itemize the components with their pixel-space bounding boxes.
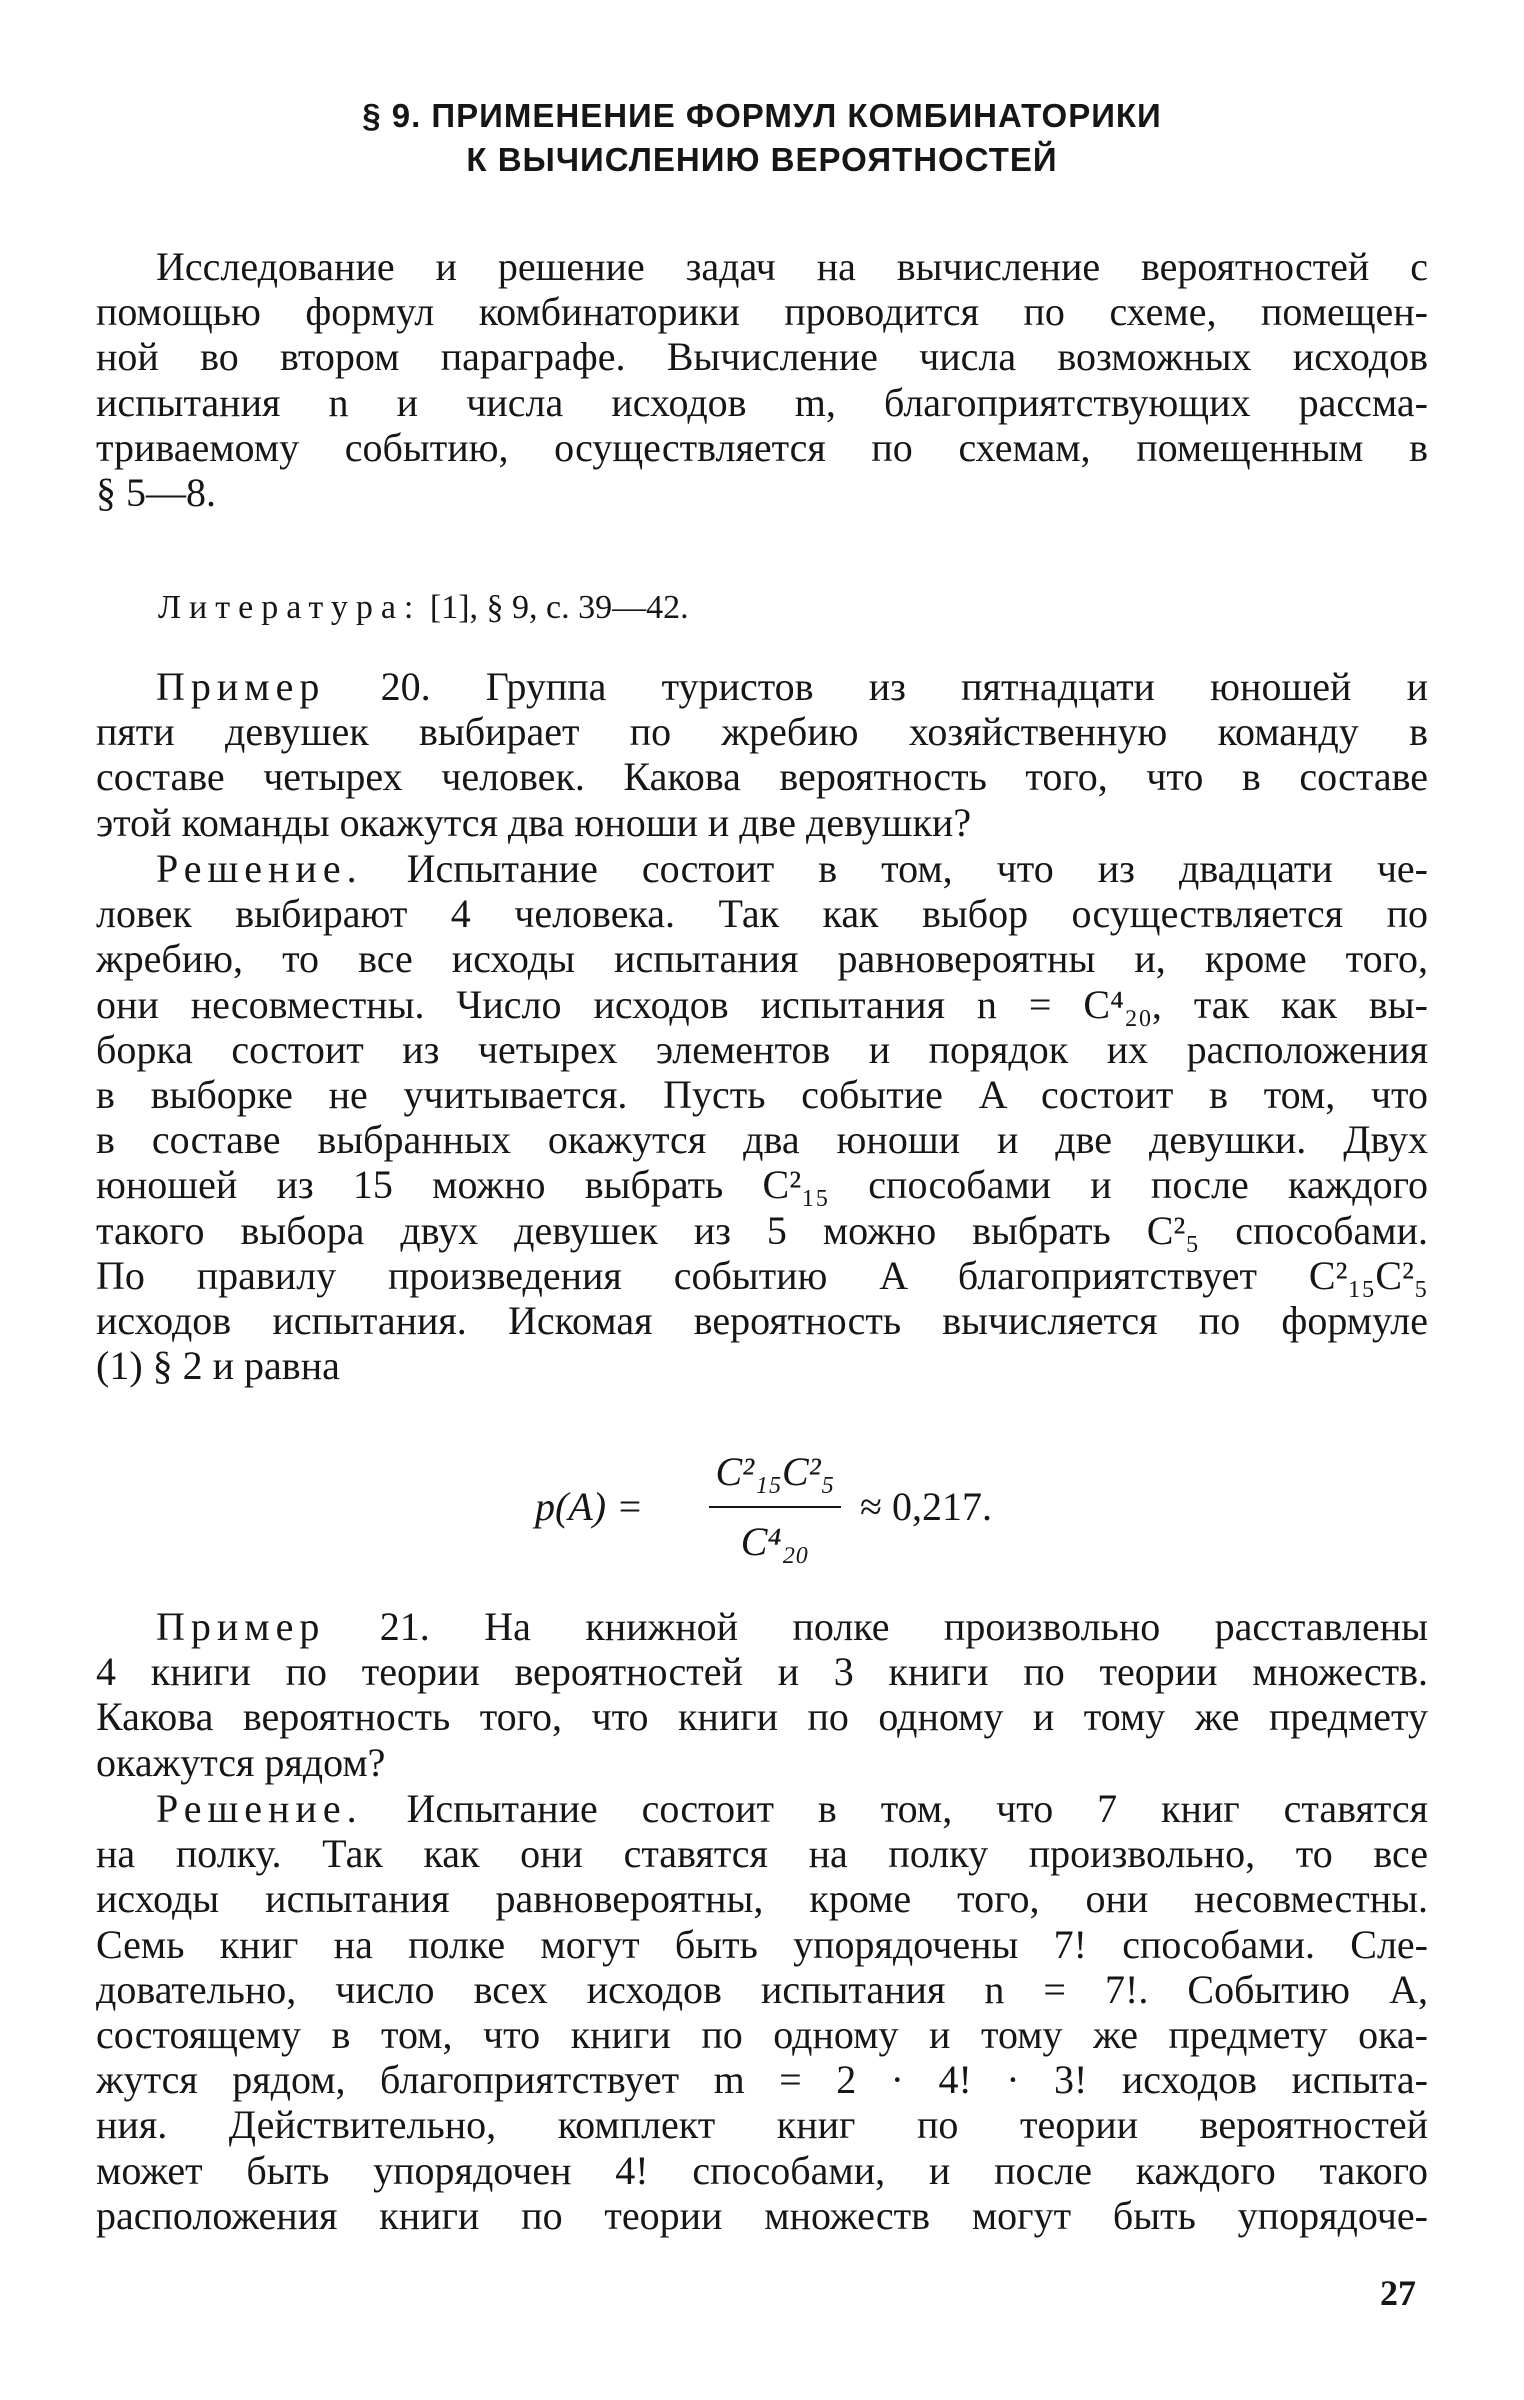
solution-line: борка состоит из четырех элементов и порядок их расположения xyxy=(96,1026,1428,1072)
formula-denominator: C⁴₂₀ xyxy=(740,1519,810,1564)
solution-line: Семь книг на полке могут быть упорядочены 7! способами. Сле- xyxy=(96,1921,1428,1967)
example-line: окажутся рядом? xyxy=(96,1739,386,1785)
formula-rhs: ≈ 0,217. xyxy=(860,1484,992,1529)
solution-line: такого выбора двух девушек из 5 можно выбрать C²₅ способами. xyxy=(96,1207,1428,1253)
solution-line: (1) § 2 и равна xyxy=(96,1343,340,1389)
intro-line: испытания n и числа исходов m, благоприятствующих рассма- xyxy=(96,379,1428,425)
intro-line: § 5—8. xyxy=(96,469,216,515)
solution-line: юношей из 15 можно выбрать C²₁₅ способами и после каждого xyxy=(96,1162,1428,1208)
fraction-bar xyxy=(709,1506,841,1508)
example-number: 21. xyxy=(379,1604,430,1649)
formula-numerator: C²₁₅C²₅ xyxy=(715,1449,835,1494)
section-heading xyxy=(0,94,1524,182)
example-20-line-1 xyxy=(96,664,1428,709)
example-line: составе четырех человек. Какова вероятность того, что в составе xyxy=(96,754,1428,800)
intro-paragraph xyxy=(96,244,1428,515)
intro-line: ной во втором параграфе. Вычисление числа возможных исходов xyxy=(96,334,1428,380)
solution-line: жутся рядом, благоприятствует m = 2 · 4! · 3! исходов испыта- xyxy=(96,2057,1428,2103)
solution-line: они несовместны. Число исходов испытания n = C⁴₂₀, так как вы- xyxy=(96,981,1428,1027)
solution-line: состоящему в том, что книги по одному и тому же предмету ока- xyxy=(96,2011,1428,2057)
intro-line: помощью формул комбинаторики проводится по схеме, помещен- xyxy=(96,289,1428,335)
example-line: 4 книги по теории вероятностей и 3 книги по теории множеств. xyxy=(96,1649,1428,1695)
example-label: Пример xyxy=(156,1604,326,1649)
solution-line: на полку. Так как они ставятся на полку произвольно, то все xyxy=(96,1831,1428,1877)
probability-formula xyxy=(535,1428,1095,1578)
example-line: Какова вероятность того, что книги по одному и тому же предмету xyxy=(96,1694,1428,1740)
solution-label: Решение. xyxy=(156,846,363,891)
example-number: 20. xyxy=(380,664,431,709)
example-text: На книжной полке произвольно расставлены xyxy=(484,1604,1428,1649)
page-number: 27 xyxy=(1380,2273,1416,2313)
literature-text: [1], § 9, с. 39—42. xyxy=(429,589,689,626)
heading-line-2: К ВЫЧИСЛЕНИЮ ВЕРОЯТНОСТЕЙ xyxy=(466,141,1058,178)
solution-20 xyxy=(96,846,1428,1388)
solution-line: ния. Действительно, комплект книг по теории вероятностей xyxy=(96,2102,1428,2148)
solution-text: Испытание состоит в том, что из двадцати че- xyxy=(406,846,1428,891)
solution-21 xyxy=(96,1786,1428,2238)
intro-line: триваемому событию, осуществляется по схемам, помещенным в xyxy=(96,424,1428,470)
intro-line: Исследование и решение задач на вычисление вероятностей с xyxy=(156,244,1428,289)
solution-line: расположения книги по теории множеств могут быть упорядоче- xyxy=(96,2192,1428,2238)
heading-line-1: § 9. ПРИМЕНЕНИЕ ФОРМУЛ КОМБИНАТОРИКИ xyxy=(362,97,1162,134)
formula-lhs: p(A) = xyxy=(535,1484,644,1529)
solution-line: исходов испытания. Искомая вероятность вычисляется по формуле xyxy=(96,1297,1428,1343)
solution-21-line-1 xyxy=(96,1786,1428,1831)
example-text: Группа туристов из пятнадцати юношей и xyxy=(485,664,1428,709)
example-label: Пример xyxy=(156,664,326,709)
solution-line: жребию, то все исходы испытания равновероятны и, кроме того, xyxy=(96,936,1428,982)
solution-line: довательно, число всех исходов испытания n = 7!. Событию A, xyxy=(96,1966,1428,2012)
solution-20-line-1 xyxy=(96,846,1428,891)
solution-line: может быть упорядочен 4! способами, и после каждого такого xyxy=(96,2147,1428,2193)
example-21-line-1 xyxy=(96,1604,1428,1649)
example-line: этой команды окажутся два юноши и две девушки? xyxy=(96,799,972,845)
literature-reference xyxy=(158,586,689,630)
solution-line: исходы испытания равновероятны, кроме того, они несовместны. xyxy=(96,1876,1428,1922)
solution-line: По правилу произведения событию A благоприятствует C²₁₅C²₅ xyxy=(96,1252,1428,1298)
solution-line: в выборке не учитывается. Пусть событие A состоит в том, что xyxy=(96,1071,1428,1117)
solution-label: Решение. xyxy=(156,1786,363,1831)
example-20 xyxy=(96,664,1428,845)
example-line: пяти девушек выбирает по жребию хозяйственную команду в xyxy=(96,709,1428,755)
solution-text: Испытание состоит в том, что 7 книг ставятся xyxy=(406,1786,1428,1831)
solution-line: ловек выбирают 4 человека. Так как выбор осуществляется по xyxy=(96,891,1428,937)
solution-line: в составе выбранных окажутся два юноши и две девушки. Двух xyxy=(96,1117,1428,1163)
example-21 xyxy=(96,1604,1428,1785)
literature-label: Литература: xyxy=(158,589,422,626)
